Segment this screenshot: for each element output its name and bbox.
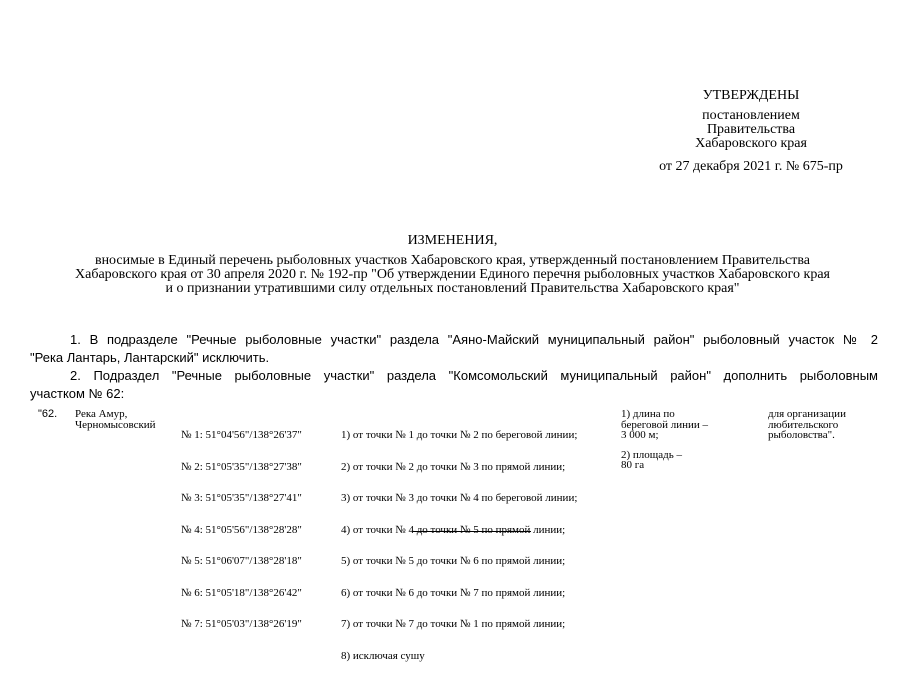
entry-name <box>75 409 185 430</box>
title-line: и о признании утратившими силу отдельных постановлений Правительства Хабаровского края" <box>165 281 740 296</box>
purpose-line: для организации <box>768 408 846 420</box>
boundary-line: 6) от точки № 6 до точки № 7 по прямой линии; <box>341 586 566 599</box>
length-line: 3 000 м; <box>621 429 659 441</box>
paragraph-line: 1. В подразделе "Речные рыболовные участки" раздела "Аяно-Майский муниципальный район" рыболовный участок № 2 <box>70 332 878 347</box>
approval-date: от 27 декабря 2021 г. № 675-пр <box>659 159 843 174</box>
purpose-line: любительского <box>768 418 839 431</box>
approval-line: Правительства <box>706 122 796 137</box>
entry-name-line: Черномысовский <box>75 418 156 431</box>
coordinate-line: № 3: 51°05'35"/138°27'41" <box>181 492 302 504</box>
coordinate-line: № 7: 51°05'03"/138°26'19" <box>181 618 302 630</box>
approval-line: Хабаровского края <box>695 136 807 151</box>
purpose-line: рыболовства". <box>768 429 835 441</box>
area-line: 2) площадь – <box>621 448 683 461</box>
entry-number: "62. <box>38 408 58 420</box>
boundary-line: 5) от точки № 5 до точки № 6 по прямой линии; <box>341 555 566 567</box>
paragraph-line: 2. Подраздел "Речные рыболовные участки" раздела "Комсомольский муниципальный район" дополнить рыболовным <box>70 368 878 383</box>
paragraph-line: участком № 62: <box>30 386 125 401</box>
boundary-line: 4) от точки № 4 до точки № 5 по прямой линии; <box>341 523 566 536</box>
closing-divider <box>413 531 531 532</box>
paragraph-1 <box>30 331 878 367</box>
paragraph-line: "Река Лантарь, Лантарский" исключить. <box>30 350 270 365</box>
boundary-line: 7) от точки № 7 до точки № 1 по прямой линии; <box>341 618 566 630</box>
title-heading: ИЗМЕНЕНИЯ, <box>407 233 498 248</box>
entry-coordinates <box>181 409 341 651</box>
length-line: береговой линии – <box>621 418 708 431</box>
boundary-line: 2) от точки № 2 до точки № 3 по прямой линии; <box>341 460 566 473</box>
boundary-line: 8) исключая сушу <box>341 649 425 662</box>
coordinate-line: № 6: 51°05'18"/138°26'42" <box>181 586 302 599</box>
entry-name-line: Река Амур, <box>75 408 128 420</box>
coordinate-line: № 2: 51°05'35"/138°27'38" <box>181 460 302 473</box>
entry-size <box>621 409 761 471</box>
title-line: Хабаровского края от 30 апреля 2020 г. № 192-пр "Об утверждении Единого перечня рыболовных участков Хабаровского края <box>75 267 830 282</box>
approval-block <box>636 89 866 174</box>
approval-heading: УТВЕРЖДЕНЫ <box>702 88 800 103</box>
boundary-line: 3) от точки № 3 до точки № 4 по береговой линии; <box>341 492 578 504</box>
coordinate-line: № 5: 51°06'07"/138°28'18" <box>181 555 302 567</box>
boundary-line: 1) от точки № 1 до точки № 2 по береговой линии; <box>341 429 578 441</box>
document-title <box>30 234 875 296</box>
coordinate-line: № 1: 51°04'56"/138°26'37" <box>181 429 302 441</box>
coordinate-line: № 4: 51°05'56"/138°28'28" <box>181 523 302 536</box>
title-line: вносимые в Единый перечень рыболовных участков Хабаровского края, утвержденный постановлением Правительства <box>94 253 811 268</box>
entry-purpose <box>768 409 888 441</box>
entry-boundaries <box>341 409 641 682</box>
approval-line: постановлением <box>702 108 800 123</box>
paragraph-2 <box>30 367 878 403</box>
length-line: 1) длина по <box>621 408 675 420</box>
area-line: 80 га <box>621 459 645 471</box>
